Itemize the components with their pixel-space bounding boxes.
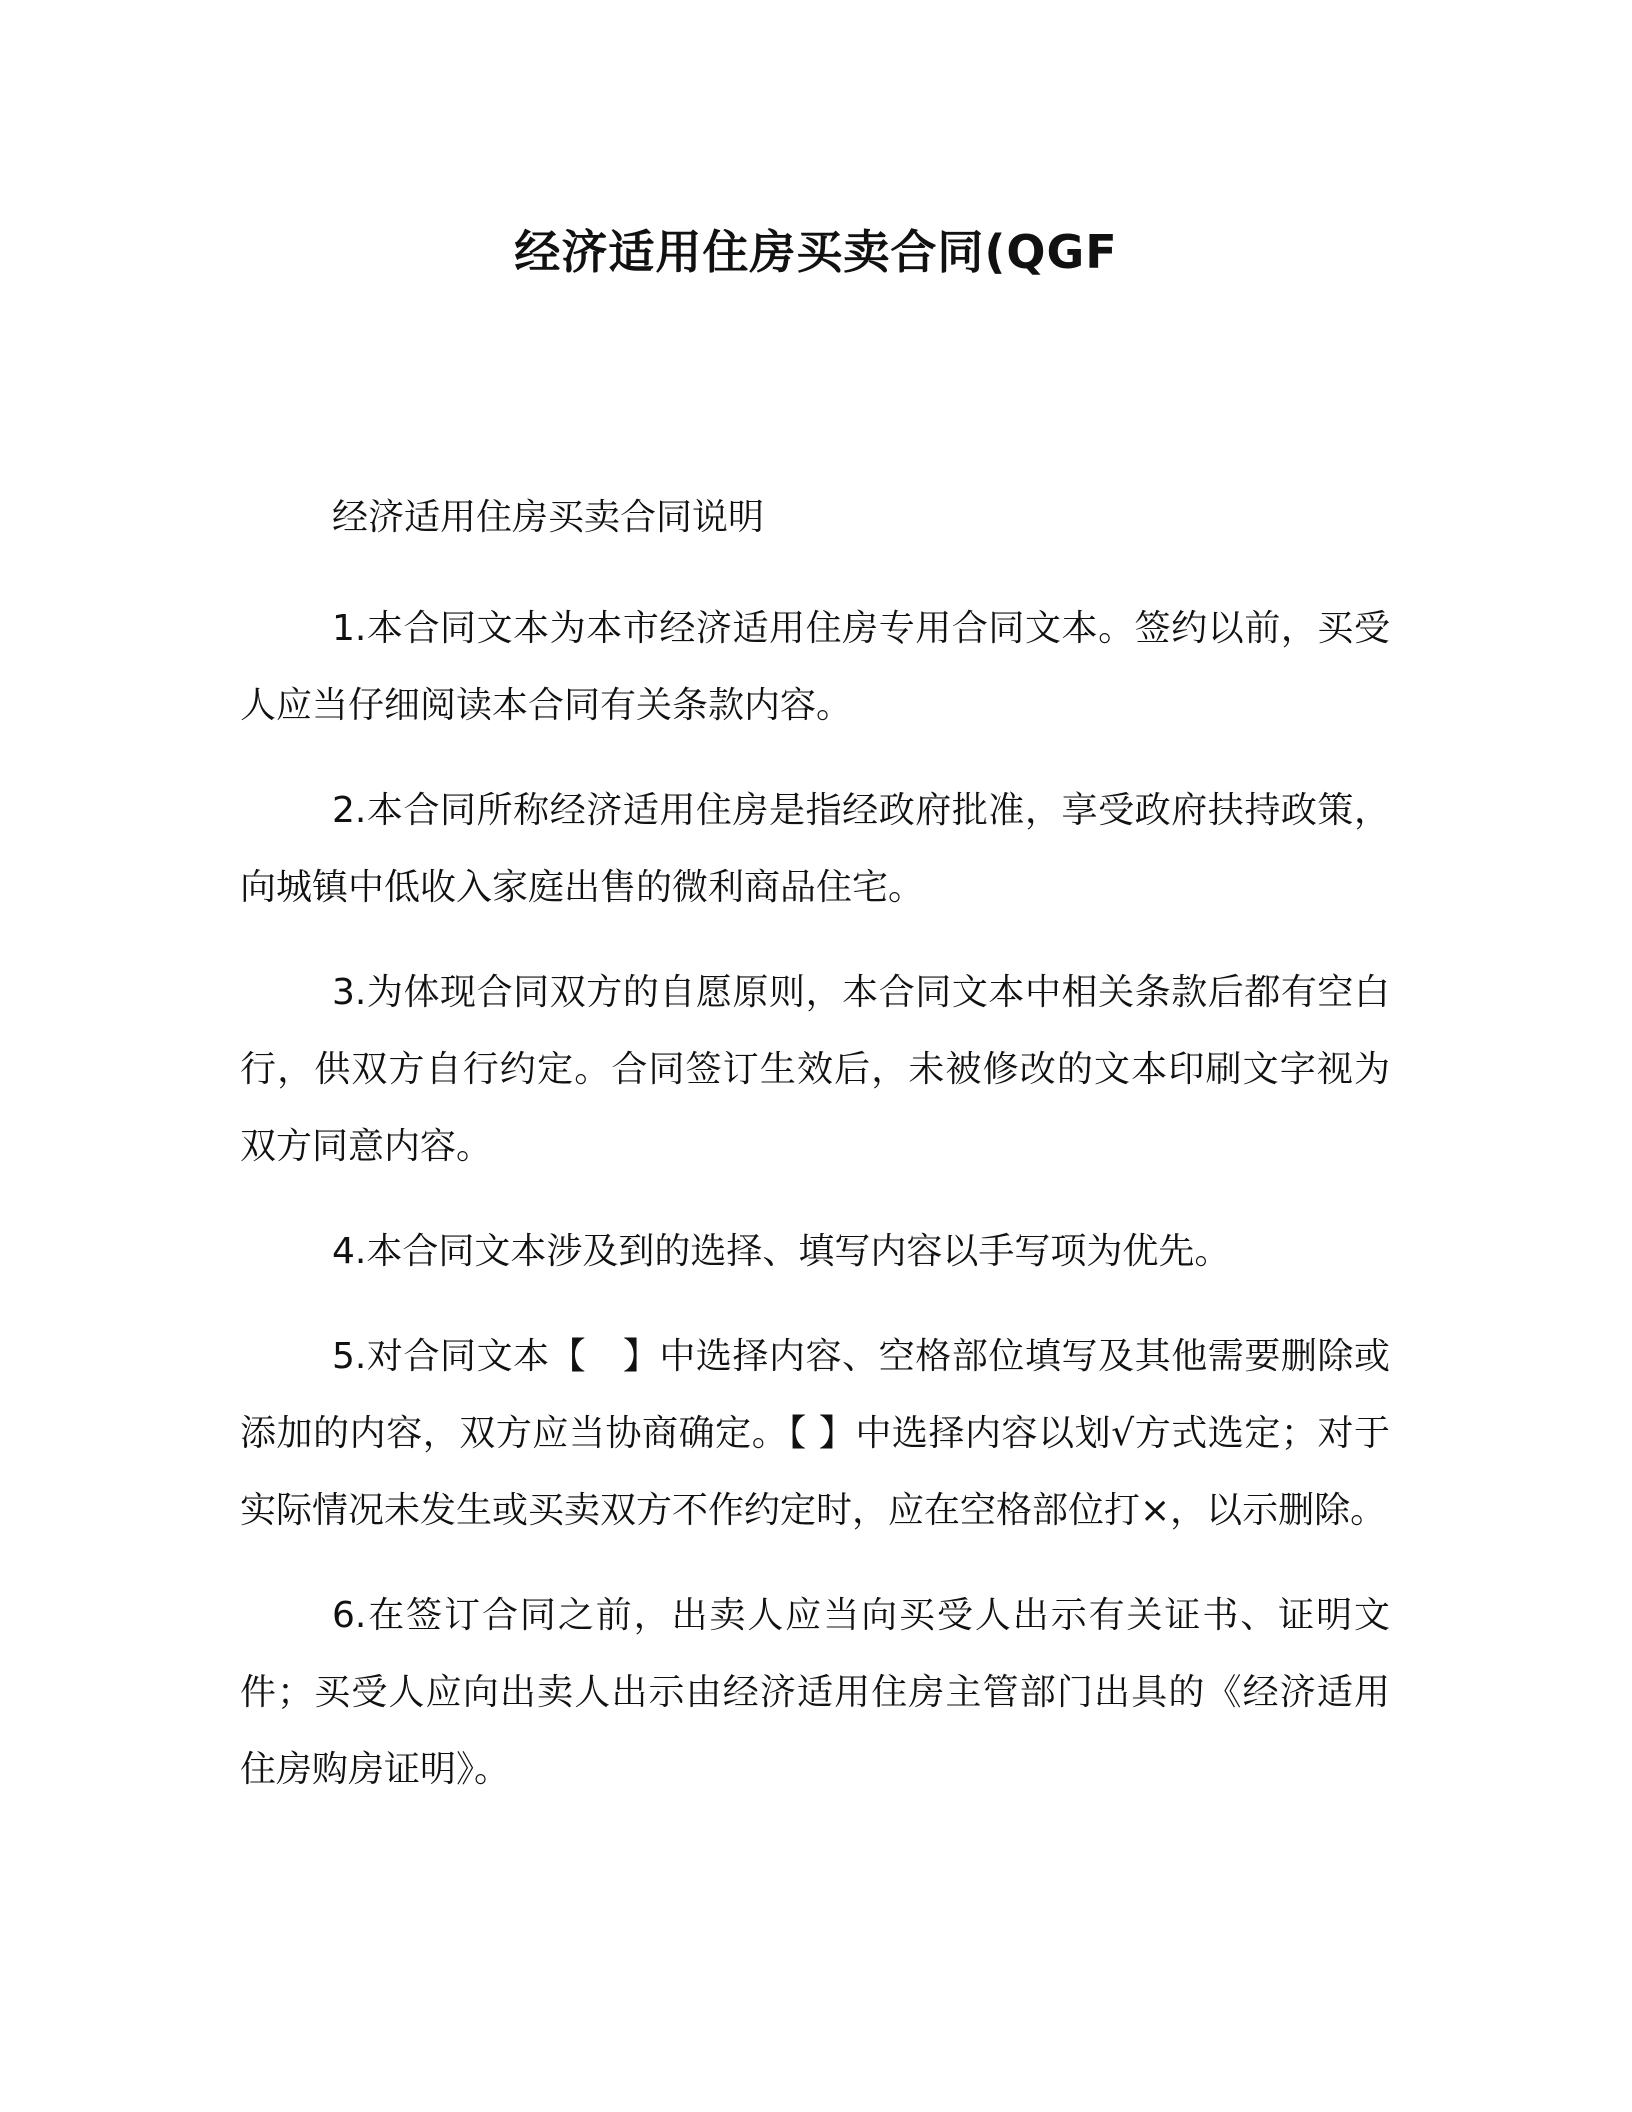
- paragraph-3: 3.为体现合同双方的自愿原则，本合同文本中相关条款后都有空白行，供双方自行约定。合同签订生效后，未被修改的文本印刷文字视为双方同意内容。: [240, 972, 1390, 1167]
- paragraph-2: 2.本合同所称经济适用住房是指经政府批准，享受政府扶持政策，向城镇中低收入家庭出售的微利商品住宅。: [240, 790, 1390, 908]
- document-title: 经济适用住房买卖合同(QGF: [514, 225, 1118, 279]
- paragraph-5: 5.对合同文本【 】中选择内容、空格部位填写及其他需要删除或添加的内容，双方应当协商确定。【 】中选择内容以划√方式选定；对于实际情况未发生或买卖双方不作约定时，应在空格部位打×，以示删除。: [240, 1336, 1390, 1531]
- paragraph-1: 1.本合同文本为本市经济适用住房专用合同文本。签约以前，买受人应当仔细阅读本合同有关条款内容。: [240, 608, 1390, 726]
- paragraph-6: 6.在签订合同之前，出卖人应当向买受人出示有关证书、证明文件；买受人应向出卖人出示由经济适用住房主管部门出具的《经济适用住房购房证明》。: [240, 1595, 1390, 1790]
- document-body: [240, 490, 1390, 1836]
- paragraph-4: 4.本合同文本涉及到的选择、填写内容以手写项为优先。: [332, 1231, 1231, 1272]
- document-subtitle: 经济适用住房买卖合同说明: [332, 497, 765, 538]
